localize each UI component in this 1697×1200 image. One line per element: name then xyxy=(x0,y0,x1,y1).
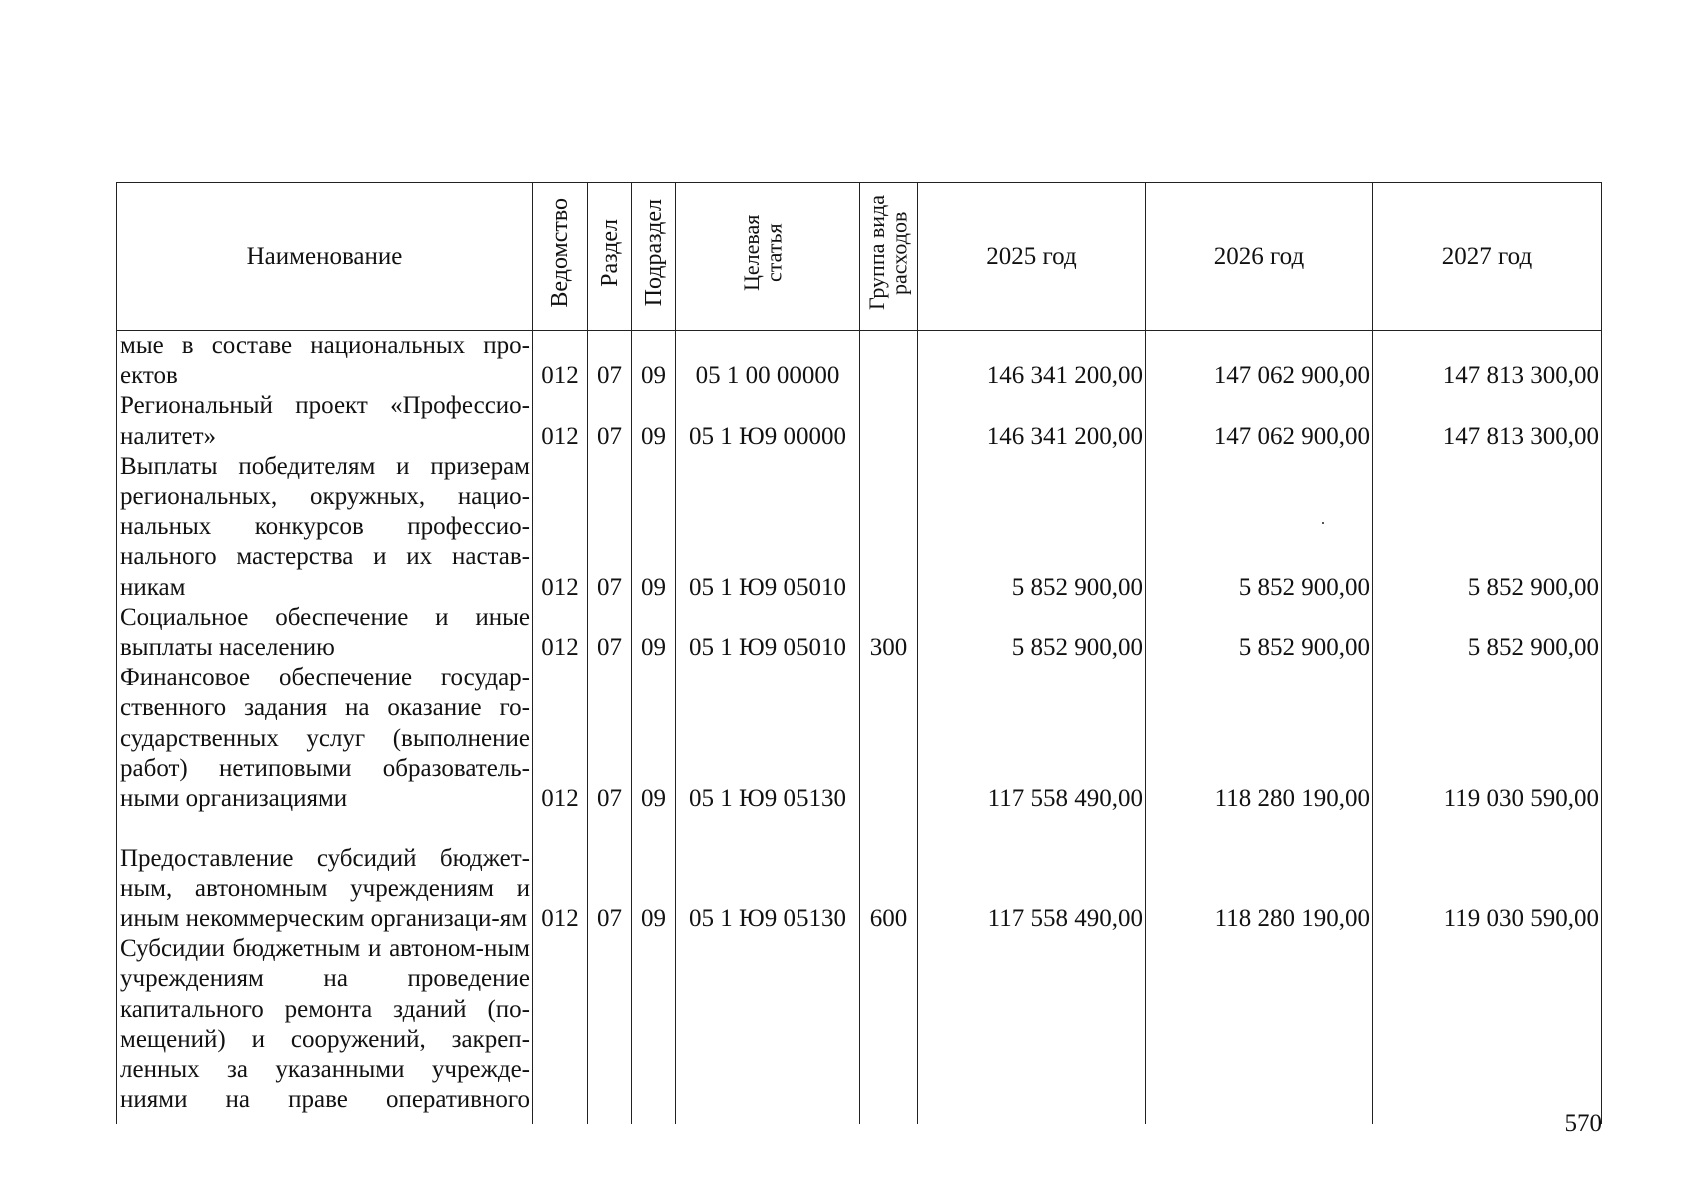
cell-vedomstvo: 012 xyxy=(533,391,588,451)
header-vedomstvo: Ведомство xyxy=(533,183,588,331)
cell-celevaya-statya xyxy=(676,934,860,1124)
cell-2026: 147 062 900,00 xyxy=(1146,391,1373,451)
budget-table xyxy=(116,182,1602,1124)
cell-vedomstvo: 012 xyxy=(533,452,588,603)
cell-2026: 118 280 190,00 xyxy=(1146,814,1373,934)
header-podrazdel: Подраздел xyxy=(632,183,676,331)
table-row xyxy=(117,814,1602,934)
cell-2025: 117 558 490,00 xyxy=(918,663,1146,814)
header-2026: 2026 год xyxy=(1146,183,1373,331)
cell-vedomstvo xyxy=(533,934,588,1124)
table-row xyxy=(117,331,1602,392)
cell-name: Социальное обеспечение и иные выплаты населению xyxy=(117,603,533,663)
cell-2027: 119 030 590,00 xyxy=(1373,814,1602,934)
cell-gruppa xyxy=(860,663,918,814)
cell-celevaya-statya: 05 1 00 00000 xyxy=(676,331,860,392)
cell-2027 xyxy=(1373,934,1602,1124)
cell-name: Финансовое обеспечение государ-ственного задания на оказание го-сударственных услуг (выполнение работ) нетиповыми образователь-ными организациями xyxy=(117,663,533,814)
cell-2027: 5 852 900,00 xyxy=(1373,603,1602,663)
cell-podrazdel: 09 xyxy=(632,452,676,603)
cell-name: Предоставление субсидий бюджет-ным, автономным учреждениям и иным некоммерческим организаци-ям xyxy=(117,814,533,934)
table-row xyxy=(117,934,1602,1124)
table-row xyxy=(117,452,1602,603)
cell-2025: 146 341 200,00 xyxy=(918,391,1146,451)
cell-podrazdel: 09 xyxy=(632,603,676,663)
cell-podrazdel: 09 xyxy=(632,391,676,451)
table-header-row xyxy=(117,183,1602,331)
cell-2025: 5 852 900,00 xyxy=(918,452,1146,603)
cell-razdel: 07 xyxy=(588,814,632,934)
table-row xyxy=(117,391,1602,451)
header-celevaya-statya: Целевая статья xyxy=(676,183,860,331)
cell-vedomstvo: 012 xyxy=(533,663,588,814)
cell-razdel: 07 xyxy=(588,603,632,663)
cell-gruppa xyxy=(860,331,918,392)
cell-celevaya-statya: 05 1 Ю9 05010 xyxy=(676,603,860,663)
cell-2026: 5 852 900,00 xyxy=(1146,452,1373,603)
header-gruppa-vida-rashodov: Группа вида расходов xyxy=(860,183,918,331)
cell-podrazdel: 09 xyxy=(632,663,676,814)
header-2027: 2027 год xyxy=(1373,183,1602,331)
cell-2027: 147 813 300,00 xyxy=(1373,331,1602,392)
cell-vedomstvo: 012 xyxy=(533,814,588,934)
cell-vedomstvo: 012 xyxy=(533,331,588,392)
cell-2026: 118 280 190,00 xyxy=(1146,663,1373,814)
cell-gruppa xyxy=(860,452,918,603)
scan-speck xyxy=(1322,522,1324,524)
cell-razdel: 07 xyxy=(588,452,632,603)
cell-podrazdel: 09 xyxy=(632,814,676,934)
cell-2027: 119 030 590,00 xyxy=(1373,663,1602,814)
cell-name: Субсидии бюджетным и автоном-ным учреждениям на проведение капитального ремонта зданий (по-мещений) и сооружений, закреп-ленных за указанными учрежде-ниями на праве оперативного xyxy=(117,934,533,1124)
cell-2027: 147 813 300,00 xyxy=(1373,391,1602,451)
cell-celevaya-statya: 05 1 Ю9 05130 xyxy=(676,663,860,814)
cell-gruppa: 300 xyxy=(860,603,918,663)
page-number: 570 xyxy=(1564,1110,1602,1137)
cell-2026: 147 062 900,00 xyxy=(1146,331,1373,392)
cell-2027: 5 852 900,00 xyxy=(1373,452,1602,603)
header-2025: 2025 год xyxy=(918,183,1146,331)
cell-celevaya-statya: 05 1 Ю9 00000 xyxy=(676,391,860,451)
cell-gruppa xyxy=(860,934,918,1124)
cell-razdel: 07 xyxy=(588,331,632,392)
header-name: Наименование xyxy=(117,183,533,331)
cell-gruppa xyxy=(860,391,918,451)
cell-podrazdel: 09 xyxy=(632,331,676,392)
cell-name: Региональный проект «Профессио-налитет» xyxy=(117,391,533,451)
cell-2026 xyxy=(1146,934,1373,1124)
cell-2025: 146 341 200,00 xyxy=(918,331,1146,392)
table-row xyxy=(117,663,1602,814)
cell-2026: 5 852 900,00 xyxy=(1146,603,1373,663)
cell-gruppa: 600 xyxy=(860,814,918,934)
cell-razdel xyxy=(588,934,632,1124)
cell-podrazdel xyxy=(632,934,676,1124)
cell-vedomstvo: 012 xyxy=(533,603,588,663)
cell-2025 xyxy=(918,934,1146,1124)
table-row xyxy=(117,603,1602,663)
cell-2025: 117 558 490,00 xyxy=(918,814,1146,934)
cell-celevaya-statya: 05 1 Ю9 05010 xyxy=(676,452,860,603)
cell-name: мые в составе национальных про-ектов xyxy=(117,331,533,392)
cell-razdel: 07 xyxy=(588,663,632,814)
header-razdel: Раздел xyxy=(588,183,632,331)
cell-name: Выплаты победителям и призерам региональных, окружных, нацио-нальных конкурсов профессио-нального мастерства и их настав-никам xyxy=(117,452,533,603)
table-body xyxy=(117,331,1602,1125)
cell-razdel: 07 xyxy=(588,391,632,451)
cell-celevaya-statya: 05 1 Ю9 05130 xyxy=(676,814,860,934)
cell-2025: 5 852 900,00 xyxy=(918,603,1146,663)
